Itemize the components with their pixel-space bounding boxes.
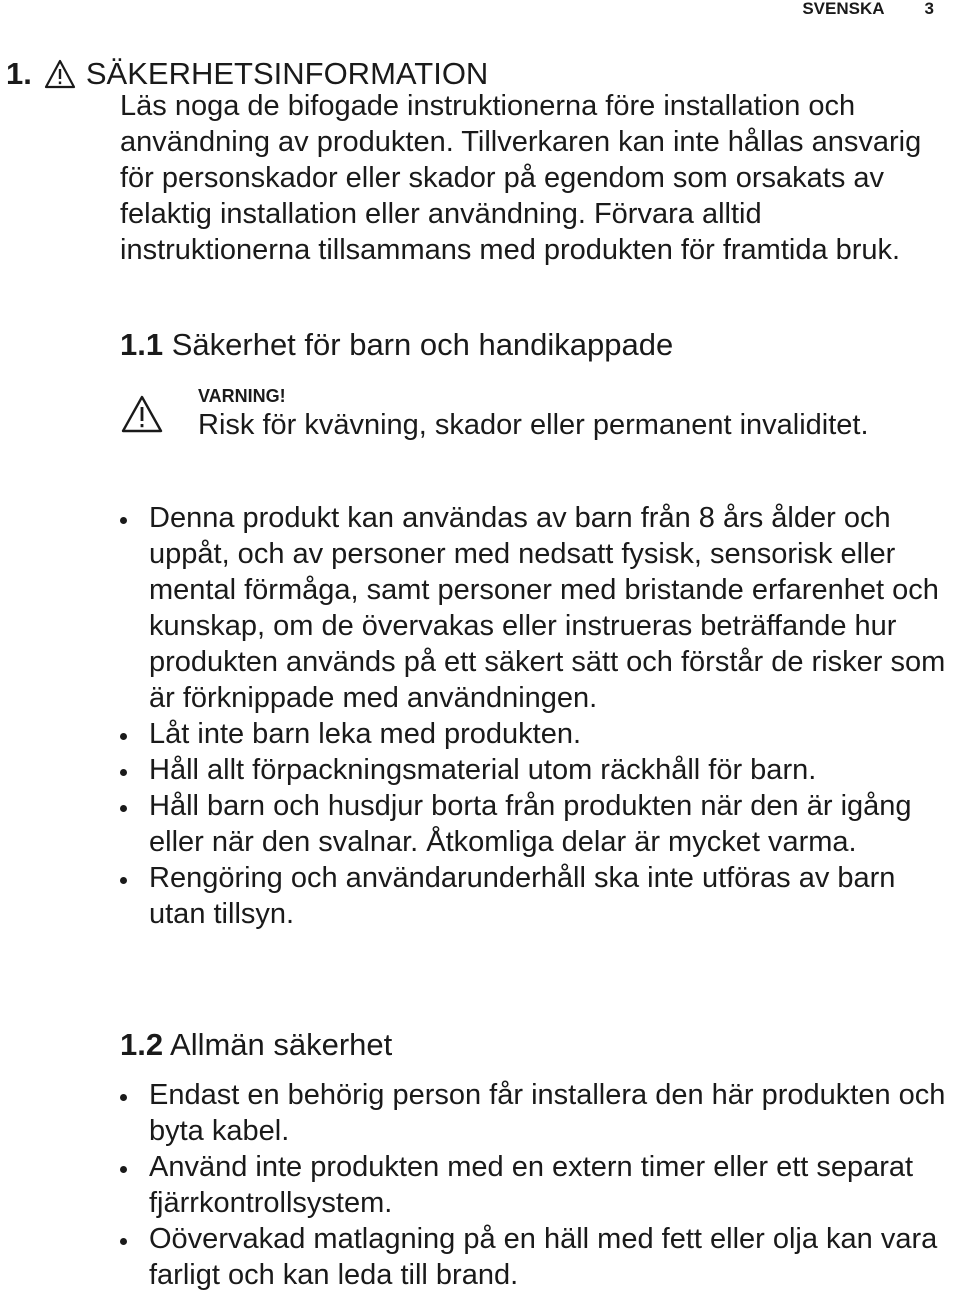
list-item: Endast en behörig person får installera den här produkten och byta kabel. <box>120 1077 950 1149</box>
section-1-2-list <box>120 1077 950 1293</box>
section-1-1-list <box>120 500 950 932</box>
list-item: Använd inte produkten med en extern timer eller ett separat fjärrkontrollsystem. <box>120 1149 950 1221</box>
section-1-1-heading <box>120 326 673 364</box>
section-1-1-number: 1.1 <box>120 327 164 362</box>
section-1-2-number: 1.2 <box>120 1027 164 1062</box>
language-label: SVENSKA <box>802 0 885 18</box>
section-1-1-title: Säkerhet för barn och handikappade <box>163 327 674 362</box>
section-1-2-heading <box>120 1026 392 1064</box>
warning-triangle-icon <box>120 394 164 434</box>
chapter-number: 1. <box>6 55 32 91</box>
chapter-title: SÄKERHETSINFORMATION <box>85 55 489 91</box>
warning-triangle-icon <box>44 59 76 89</box>
list-item: Oövervakad matlagning på en häll med fett eller olja kan vara farligt och kan leda till brand. <box>120 1221 950 1293</box>
page-header <box>802 0 934 18</box>
list-item: Håll allt förpackningsmaterial utom räckhåll för barn. <box>120 752 950 788</box>
list-item: Håll barn och husdjur borta från produkten när den är igång eller när den svalnar. Åtkomliga delar är mycket varma. <box>120 788 950 860</box>
list-item: Rengöring och användarunderhåll ska inte utföras av barn utan tillsyn. <box>120 860 950 932</box>
list-item: Denna produkt kan användas av barn från 8 års ålder och uppåt, och av personer med nedsatt fysisk, sensorisk eller mental förmåga, samt personer med bristande erfarenhet och kunskap, om de övervakas eller instrueras beträffande hur produkten används på ett säkert sätt och förstår de risker som är förknippade med användningen. <box>120 500 950 716</box>
page-number: 3 <box>924 0 934 18</box>
section-1-2-title: Allmän säkerhet <box>163 1027 393 1062</box>
intro-paragraph: Läs noga de bifogade instruktionerna före installation och användning av produkten. Tillverkaren kan inte hållas ansvarig för personskador eller skador på egendom som orsakats av felaktig installation eller användning. Förvara alltid instruktionerna tillsammans med produkten för framtida bruk. <box>120 90 922 266</box>
warning-text: Risk för kvävning, skador eller permanent invaliditet. <box>198 409 869 441</box>
warning-label: VARNING! <box>198 386 286 406</box>
list-item: Låt inte barn leka med produkten. <box>120 716 950 752</box>
